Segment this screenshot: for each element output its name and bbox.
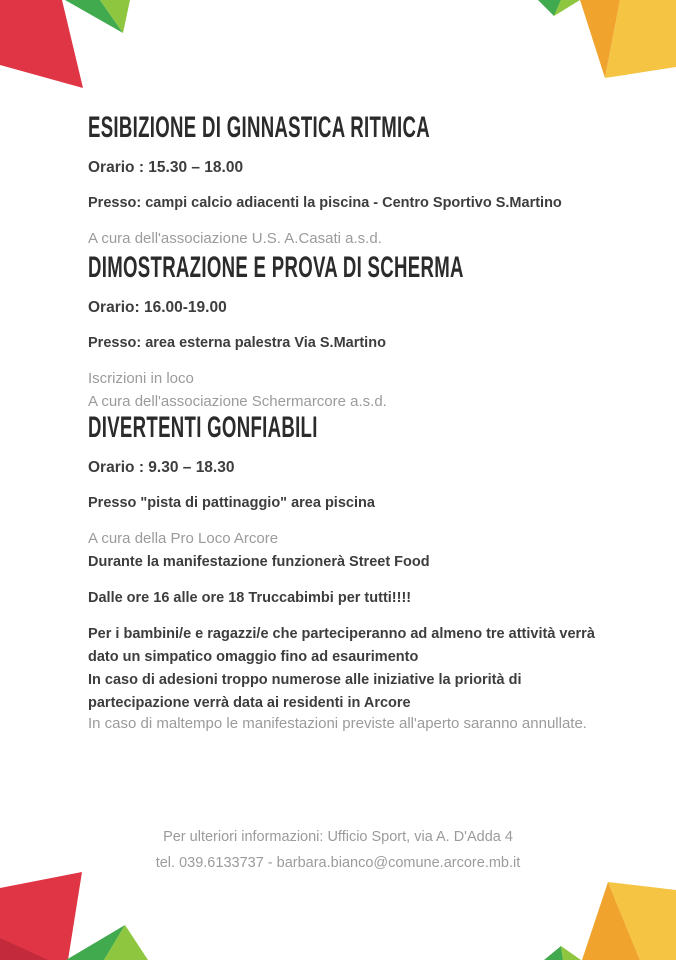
section-title: ESIBIZIONE DI GINNASTICA RITMICA xyxy=(88,111,430,144)
triangle-green-top-right xyxy=(538,0,561,16)
section-ginnastica xyxy=(88,112,600,250)
section-title: DIVERTENTI GONFIABILI xyxy=(88,411,318,444)
footer-contact-line: tel. 039.6133737 - barbara.bianco@comune.arcore.mb.it xyxy=(155,855,521,871)
triangle-yellow-bottom-right xyxy=(608,882,676,960)
section-title: DIMOSTRAZIONE E PROVA DI SCHERMA xyxy=(88,251,464,284)
section-gonfiabili xyxy=(88,412,600,550)
announcement-omaggio: Per i bambini/e e ragazzi/e che parteciperanno ad almeno tre attività verrà dato un simpatico omaggio fino ad esaurimento xyxy=(88,626,595,665)
announcement-truccabimbi: Dalle ore 16 alle ore 18 Truccabimbi per tutti!!!! xyxy=(88,590,412,606)
weather-notice-block xyxy=(88,712,600,735)
section-registration-note: Iscrizioni in loco xyxy=(88,370,194,387)
section-scherma xyxy=(88,252,600,413)
weather-notice: In caso di maltempo le manifestazioni previste all'aperto saranno annullate. xyxy=(88,715,587,732)
triangle-red-top-left xyxy=(0,0,83,88)
section-time: Orario: 16.00-19.00 xyxy=(88,299,227,316)
section-time: Orario : 15.30 – 18.00 xyxy=(88,159,244,176)
triangle-red-dark-bottom-left xyxy=(0,938,48,960)
announcement-priorita: In caso di adesioni troppo numerose alle iniziative la priorità di partecipazione verrà data ai residenti in Arcore xyxy=(88,672,522,711)
section-location: Presso "pista di pattinaggio" area piscina xyxy=(88,495,375,511)
triangle-amber-bottom-right xyxy=(582,882,640,960)
triangle-amber-top-right xyxy=(580,0,620,78)
triangle-green-bottom-left xyxy=(66,925,125,960)
section-organizer: A cura della Pro Loco Arcore xyxy=(88,530,279,547)
footer-info-line: Per ulteriori informazioni: Ufficio Sport, via A. D'Adda 4 xyxy=(163,829,513,845)
triangle-green-top-left xyxy=(65,0,123,33)
triangle-green-light-bottom-right xyxy=(561,946,581,960)
triangle-red-bottom-left xyxy=(0,872,82,960)
triangle-green-bottom-right xyxy=(544,946,563,960)
section-location: Presso: campi calcio adiacenti la piscina - Centro Sportivo S.Martino xyxy=(88,195,562,211)
section-organizer: A cura dell'associazione Schermarcore a.s.d. xyxy=(88,393,387,410)
announcement-street-food: Durante la manifestazione funzionerà Street Food xyxy=(88,554,430,570)
triangle-green-light-top-right xyxy=(554,0,580,16)
triangle-red-dark-top-left xyxy=(0,0,62,65)
section-time: Orario : 9.30 – 18.30 xyxy=(88,459,235,476)
section-location: Presso: area esterna palestra Via S.Martino xyxy=(88,335,386,351)
announcements xyxy=(88,551,600,715)
triangle-green-light-bottom-left xyxy=(104,925,148,960)
triangle-green-light-top-left xyxy=(100,0,130,33)
section-organizer: A cura dell'associazione U.S. A.Casati a.s.d. xyxy=(88,230,382,247)
triangle-yellow-top-right xyxy=(605,0,676,78)
footer-contact xyxy=(0,824,676,876)
